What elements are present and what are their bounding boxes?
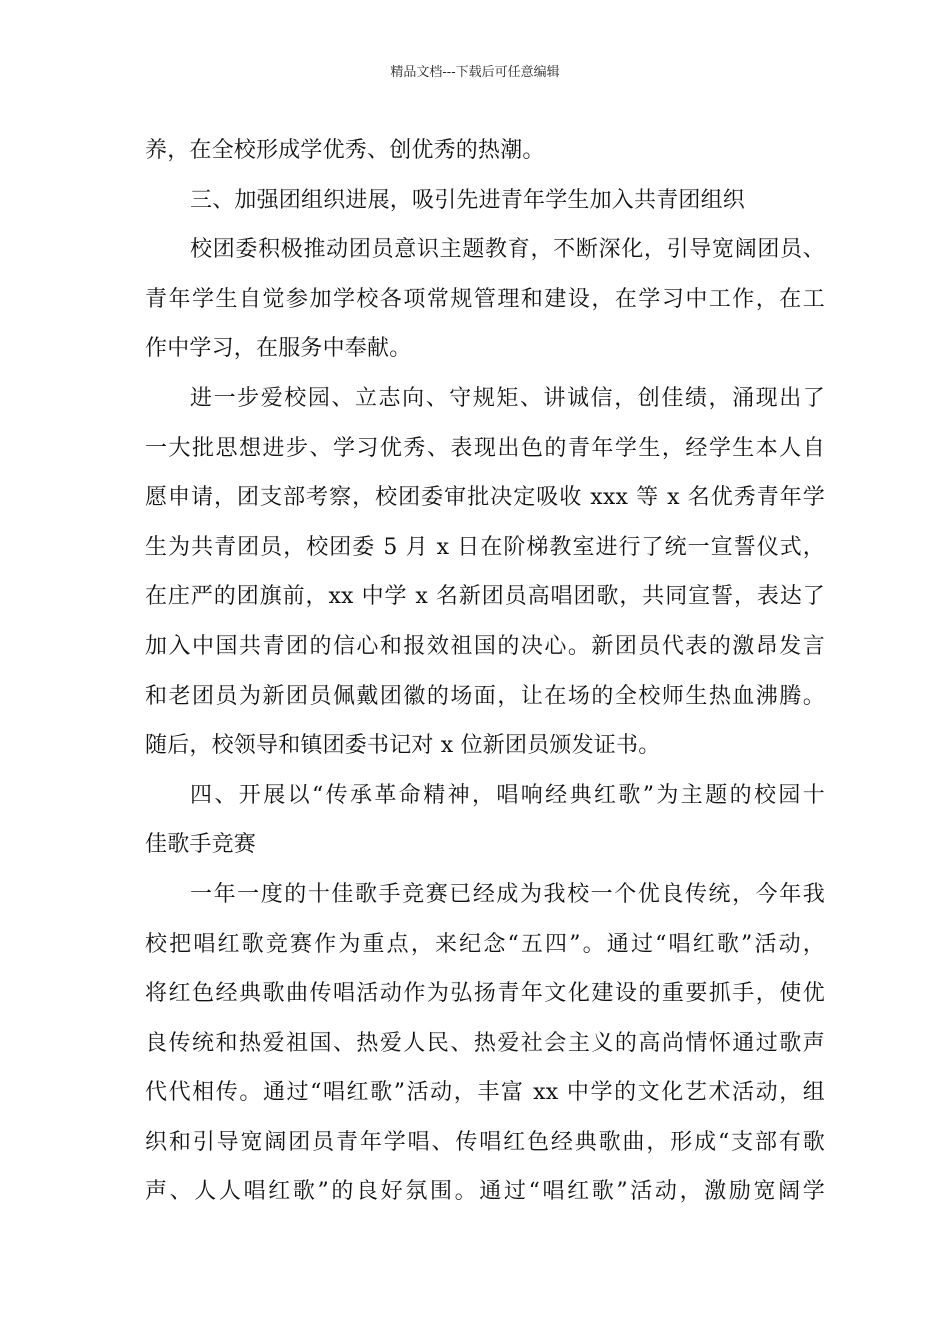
text-line: 随后，校领导和镇团委书记对 x 位新团员颁发证书。 [145,733,661,759]
text-line: 声、人人唱红歌”的良好氛围。通过“唱红歌”活动，激励宽阔学 [145,1179,825,1205]
text-line: 织和引导宽阔团员青年学唱、传唱红色经典歌曲，形成“支部有歌 [145,1129,825,1155]
text-line: 愿申请，团支部考察，校团委审批决定吸收 xxx 等 x 名优秀青年学 [145,485,825,511]
page-header: 精品文档---下载后可任意编辑 [390,65,560,80]
text-line: 和老团员为新团员佩戴团徽的场面，让在场的全校师生热血沸腾。 [145,683,825,709]
text-line: 在庄严的团旗前，xx 中学 x 名新团员高唱团歌，共同宣誓，表达了 [145,584,825,610]
text-line: 佳歌手竞赛 [145,832,257,858]
text-line: 生为共青团员，校团委 5 月 x 日在阶梯教室进行了统一宣誓仪式， [145,534,825,560]
text-line: 将红色经典歌曲传唱活动作为弘扬青年文化建设的重要抓手，使优 [145,981,825,1007]
text-line: 养，在全校形成学优秀、创优秀的热潮。 [145,138,545,163]
text-line: 四、开展以“传承革命精神，唱响经典红歌”为主题的校园十 [190,782,825,808]
text-line: 进一步爱校园、立志向、守规矩、讲诚信，创佳绩，涌现出了 [190,385,825,411]
text-line: 三、加强团组织进展，吸引先进青年学生加入共青团组织 [190,187,746,213]
text-line: 良传统和热爱祖国、热爱人民、热爱社会主义的高尚情怀通过歌声 [145,1030,825,1056]
text-line: 校团委积极推动团员意识主题教育，不断深化，引导宽阔团员、 [190,237,825,263]
text-line: 校把唱红歌竞赛作为重点，来纪念“五四”。通过“唱红歌”活动， [145,931,825,957]
text-line: 一年一度的十佳歌手竞赛已经成为我校一个优良传统，今年我 [190,881,825,907]
document-body [145,126,825,1217]
text-line: 一大批思想进步、学习优秀、表现出色的青年学生，经学生本人自 [145,435,825,461]
text-line: 代代相传。通过“唱红歌”活动，丰富 xx 中学的文化艺术活动，组 [145,1080,825,1106]
text-line: 加入中国共青团的信心和报效祖国的决心。新团员代表的激昂发言 [145,633,825,659]
text-line: 青年学生自觉参加学校各项常规管理和建设，在学习中工作，在工 [145,286,825,312]
text-line: 作中学习，在服务中奉献。 [145,336,412,362]
